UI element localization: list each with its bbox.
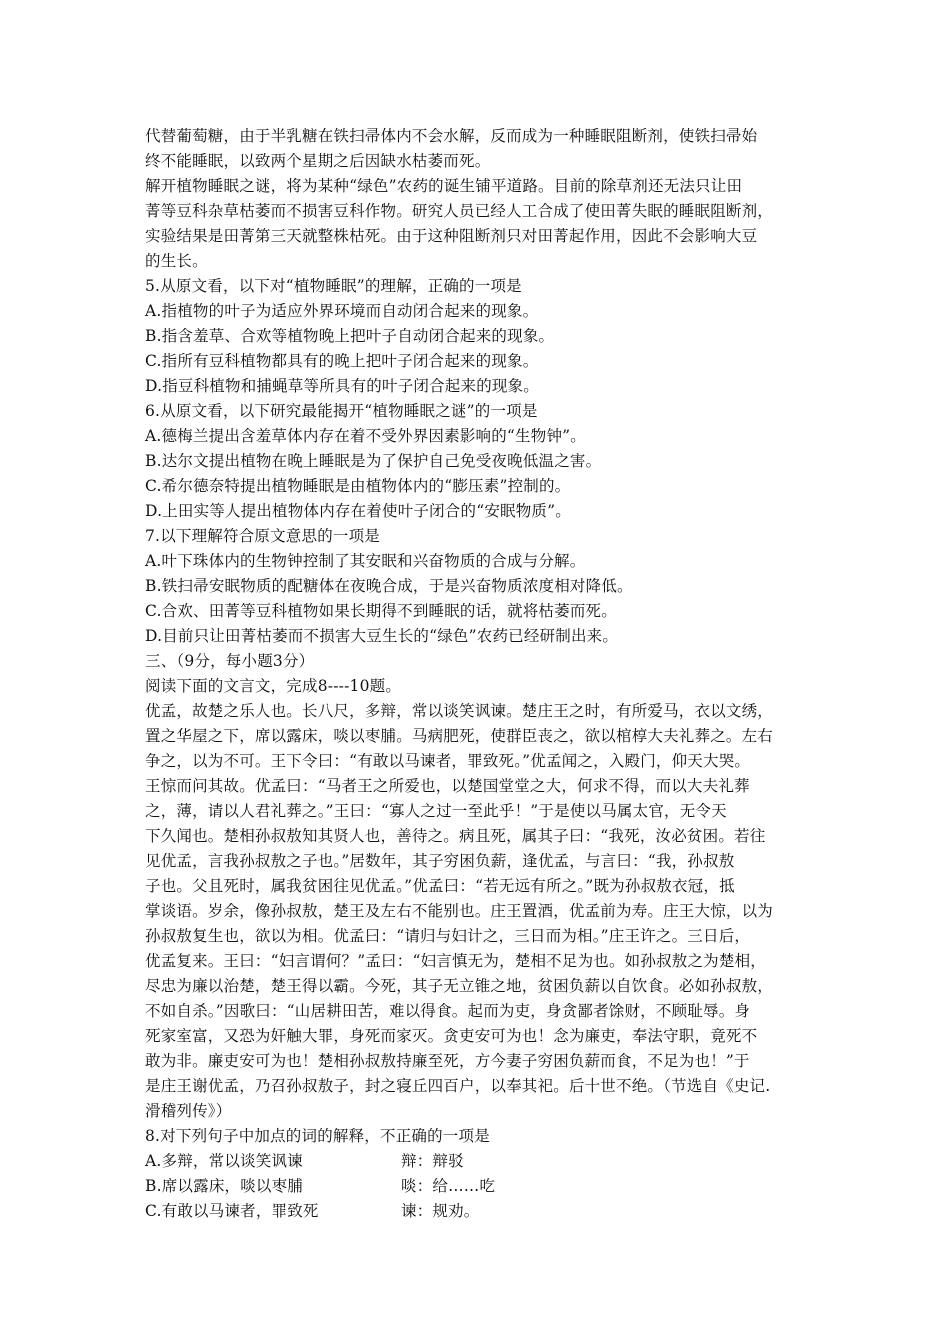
section-intro: 阅读下面的文言文，完成8----10题。 [145,677,402,695]
passage-line: 不如自杀。”因歌曰：“山居耕田苦，难以得食。起而为吏，身贪鄙者馀财，不顾耻辱。身 [145,1002,751,1020]
option-gloss: 啖：给……吃 [401,1177,496,1195]
question-stem: 7.以下理解符合原文意思的一项是 [145,527,380,545]
passage-line: 掌谈语。岁余，像孙叔敖，楚王及左右不能别也。庄王置酒，优孟前为寿。庄王大惊，以为 [145,902,774,920]
option-a: A.叶下珠体内的生物钟控制了其安眠和兴奋物质的合成与分解。 [145,552,586,570]
option-d: D.目前只让田菁枯萎而不损害大豆生长的“绿色”农药已经研制出来。 [145,627,619,645]
passage-line: 优孟，故楚之乐人也。长八尺，多辩，常以谈笑讽谏。楚庄王之时，有所爱马，衣以文绣， [145,702,774,720]
passage-line: 争之，以为不可。王下令曰：“有敢以马谏者，罪致死。”优孟闻之，入殿门，仰天大哭。 [145,752,751,770]
option-c: C.合欢、田菁等豆科植物如果长期得不到睡眠的话，就将枯萎而死。 [145,602,617,620]
passage-line: 死家室富，又恐为奸触大罪，身死而家灭。贪吏安可为也！念为廉吏，奉法守职，竟死不 [145,1027,758,1045]
document-body [145,124,835,1224]
option-c-row [145,1199,835,1224]
passage-line: 见优孟，言我孙叔敖之子也。”居数年，其子穷困负薪，逢优孟，与言曰：“我，孙叔敖 [145,852,735,870]
passage-line: 孙叔敖复生也，欲以为相。优孟曰：“请归与妇计之，三日而为相。”庄王许之。三日后， [145,927,751,945]
option-sentence: C.有敢以马谏者，罪致死 [145,1202,319,1220]
option-a: A.指植物的叶子为适应外界环境而自动闭合起来的现象。 [145,302,539,320]
question-stem: 8.对下列句子中加点的词的解释，不正确的一项是 [145,1127,490,1145]
option-gloss: 谏：规劝。 [401,1202,480,1220]
passage-line: 菁等豆科杂草枯萎而不损害豆科作物。研究人员已经人工合成了使田菁失眠的睡眠阻断剂， [145,202,774,220]
option-sentence: A.多辩，常以谈笑讽谏 [145,1152,303,1170]
option-b: B.铁扫帚安眠物质的配糖体在夜晚合成，于是兴奋物质浓度相对降低。 [145,577,633,595]
passage-line: 解开植物睡眠之谜，将为某种“绿色”农药的诞生铺平道路。目前的除草剂还无法只让田 [145,177,743,195]
option-d: D.指豆科植物和捕蝇草等所具有的叶子闭合起来的现象。 [145,377,540,395]
passage-line: 王惊而问其故。优孟曰：“马者王之所爱也，以楚国堂堂之大，何求不得，而以大夫礼葬 [145,777,750,795]
question-6 [145,399,835,524]
option-sentence: B.席以露床，啖以枣脯 [145,1177,304,1195]
option-d: D.上田实等人提出植物体内存在着使叶子闭合的“安眠物质”。 [145,502,571,520]
option-b: B.指含羞草、合欢等植物晚上把叶子自动闭合起来的现象。 [145,327,555,345]
passage-line: 是庄王谢优孟，乃召孙叔敖子，封之寝丘四百户，以奉其祀。后十世不绝。（节选自《史记. [145,1077,771,1095]
passage-line: 之，薄，请以人君礼葬之。”王曰：“寡人之过一至此乎！”于是使以马属太官，无令天 [145,802,727,820]
passage-line: 优孟复来。王曰：“妇言谓何？”孟曰：“妇言慎无为，楚相不足为也。如孙叔敖之为楚相， [145,952,766,970]
passage-two [145,699,835,1124]
option-gloss: 辩：辩驳 [401,1152,464,1170]
question-7 [145,524,835,649]
passage-line: 敢为非。廉吏安可为也！楚相孙叔敖持廉至死，方今妻子穷困负薪而食，不足为也！”于 [145,1052,750,1070]
passage-line: 下久闻也。楚相孙叔敖知其贤人也，善待之。病且死，属其子曰：“我死，汝必贫困。若往 [145,827,766,845]
question-8 [145,1124,835,1224]
question-stem: 6.从原文看，以下研究最能揭开“植物睡眠之谜”的一项是 [145,402,538,420]
passage-line: 置之华屋之下，席以露床，啖以枣脯。马病肥死，使群臣丧之，欲以棺椁大夫礼葬之。左右 [145,727,774,745]
option-b-row [145,1174,835,1199]
section-heading: 三、（9分，每小题3分） [145,652,315,670]
question-5 [145,274,835,399]
passage-line: 尽忠为廉以治楚，楚王得以霸。今死，其子无立锥之地，贫困负薪以自饮食。必如孙叔敖， [145,977,774,995]
passage-line: 滑稽列传》） [145,1102,232,1120]
option-a-row [145,1149,835,1174]
question-stem: 5.从原文看，以下对“植物睡眠”的理解，正确的一项是 [145,277,522,295]
passage-one [145,124,835,274]
passage-line: 代替葡萄糖，由于半乳糖在铁扫帚体内不会水解，反而成为一种睡眠阻断剂，使铁扫帚始 [145,127,758,145]
passage-line: 子也。父且死时，属我贫困往见优孟。”优孟曰：“若无远有所之。”既为孙叔敖衣冠，抵 [145,877,735,895]
section-three [145,649,835,699]
option-c: C.希尔德奈特提出植物睡眠是由植物体内的“膨压素”控制的。 [145,477,571,495]
option-c: C.指所有豆科植物都具有的晚上把叶子闭合起来的现象。 [145,352,539,370]
option-a: A.德梅兰提出含羞草体内存在着不受外界因素影响的“生物钟”。 [145,427,586,445]
passage-line: 实验结果是田菁第三天就整株枯死。由于这种阻断剂只对田菁起作用，因此不会影响大豆 [145,227,758,245]
passage-line: 的生长。 [145,252,208,270]
option-b: B.达尔文提出植物在晚上睡眠是为了保护自己免受夜晚低温之害。 [145,452,602,470]
passage-line: 终不能睡眠，以致两个星期之后因缺水枯萎而死。 [145,152,491,170]
